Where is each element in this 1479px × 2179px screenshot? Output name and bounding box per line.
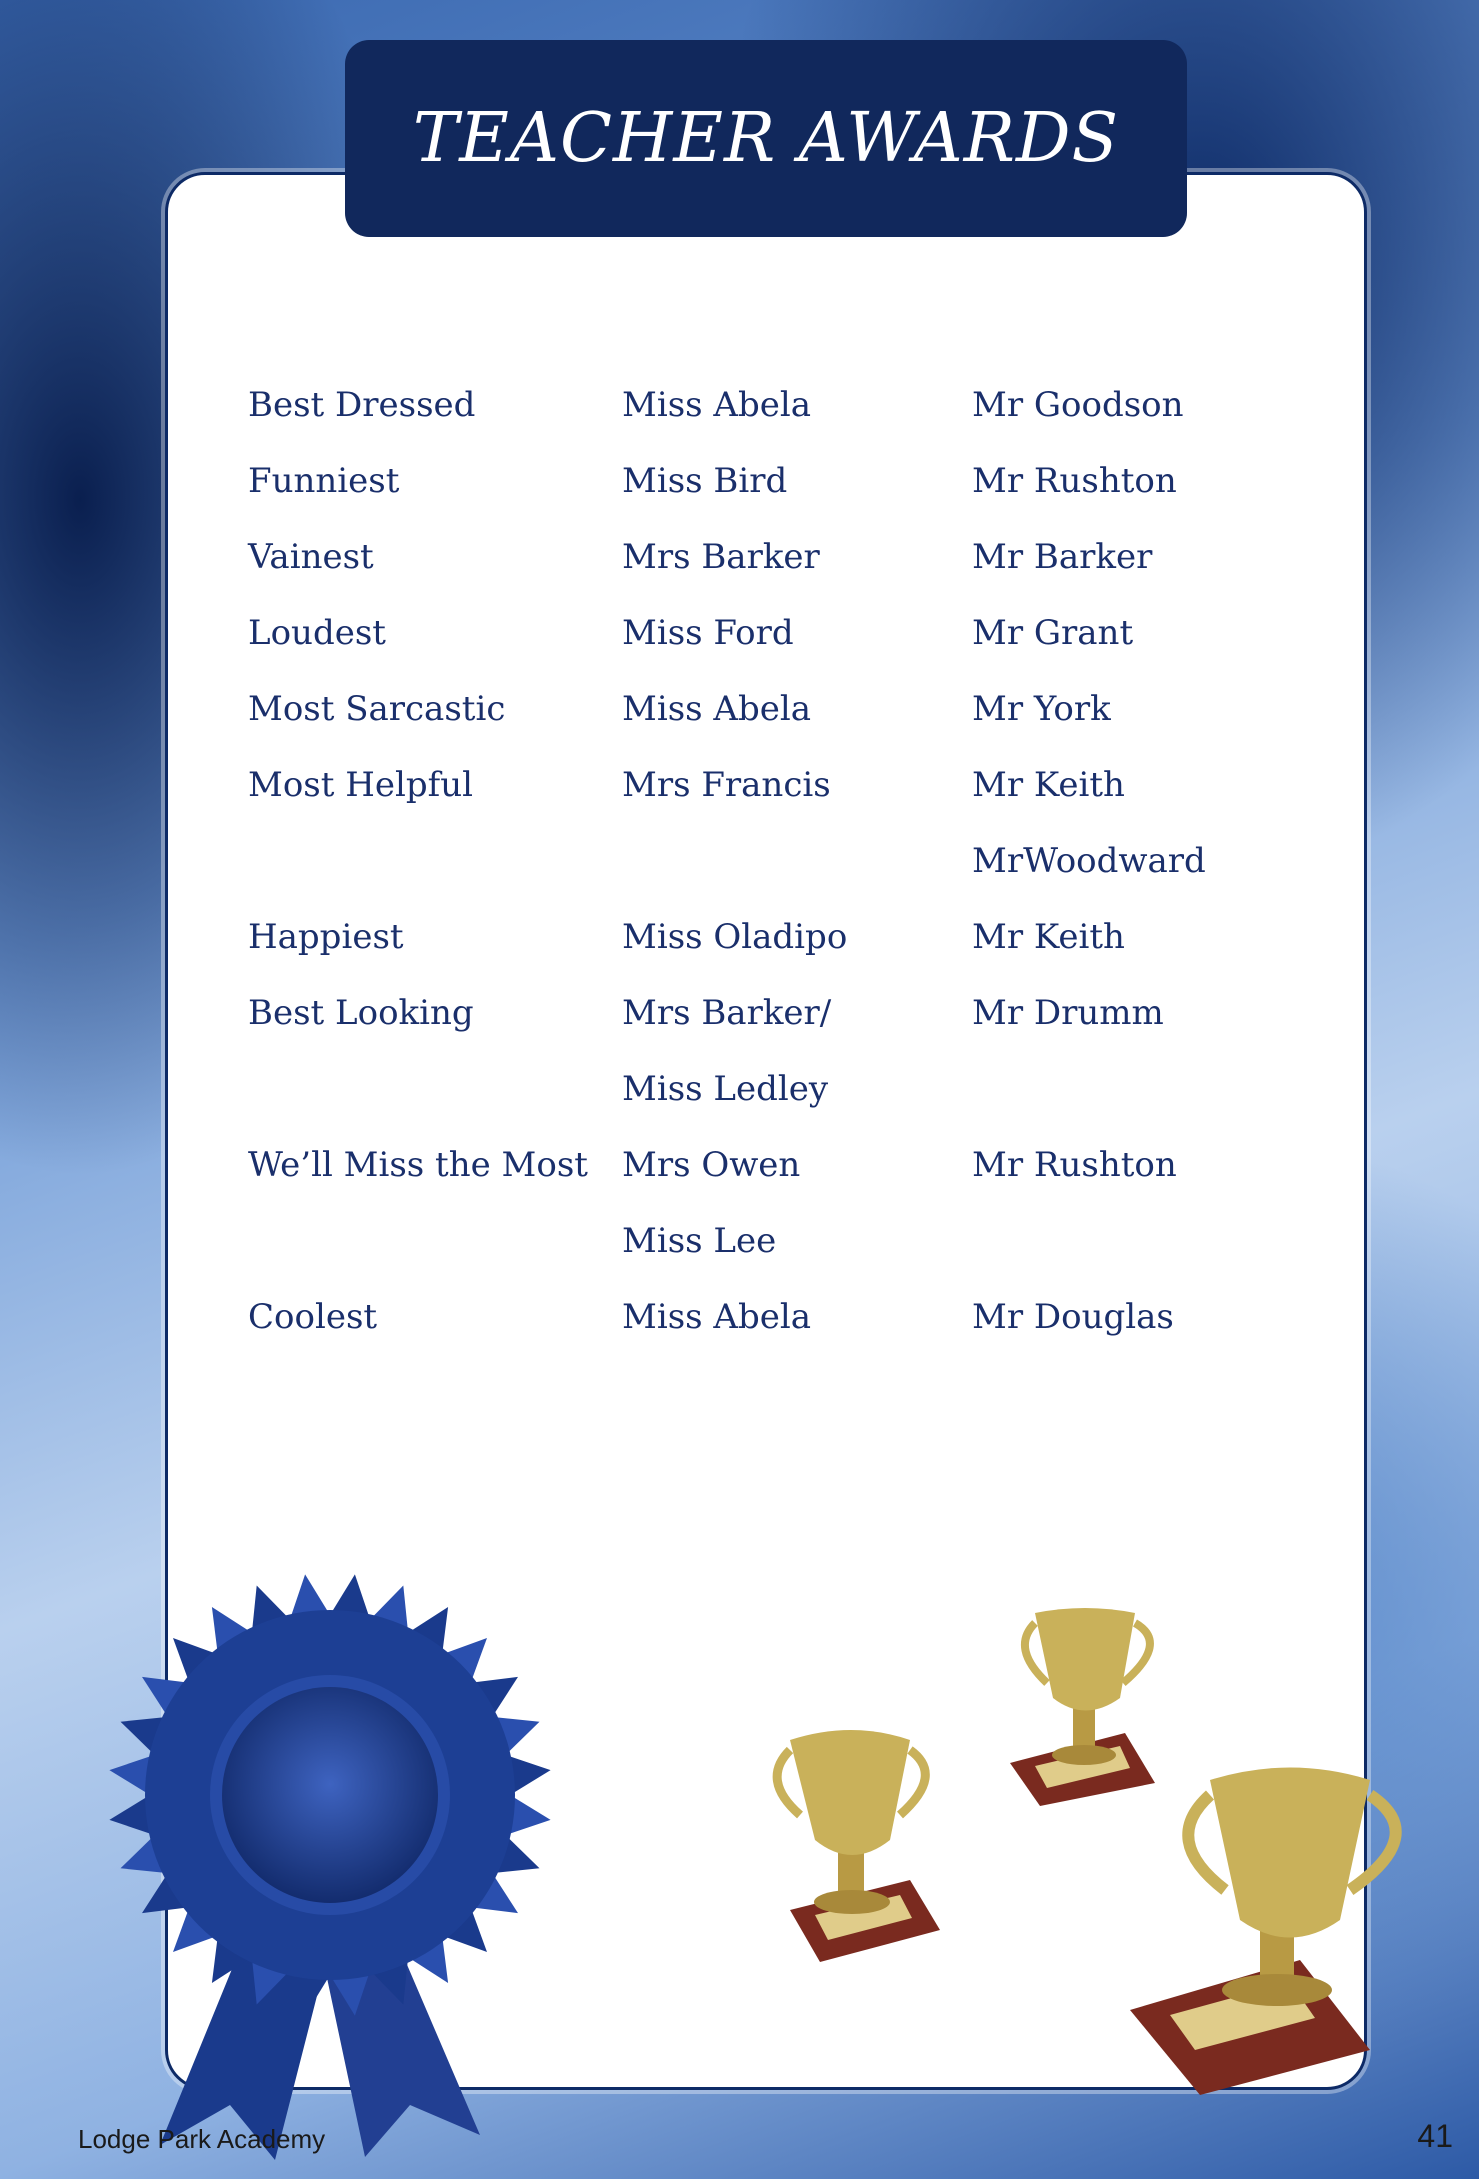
award-female-winner: Mrs Barker — [622, 537, 820, 577]
footer-school-name: Lodge Park Academy — [78, 2124, 326, 2154]
award-male-winner: Mr Douglas — [972, 1297, 1174, 1337]
award-category: Coolest — [248, 1297, 378, 1337]
award-category: Best Dressed — [248, 385, 476, 425]
award-female-winner: Mrs Francis — [622, 765, 831, 805]
award-category: We’ll Miss the Most — [248, 1145, 588, 1185]
trophy-icon — [760, 1700, 950, 1970]
award-female-winner: Mrs Owen — [622, 1145, 801, 1185]
award-category: Most Sarcastic — [248, 689, 506, 729]
award-female-winner: Miss Abela — [622, 385, 811, 425]
award-male-winner: Mr Rushton — [972, 1145, 1177, 1185]
award-category: Funniest — [248, 461, 400, 501]
award-male-winner: Mr Grant — [972, 613, 1134, 653]
award-female-winner: Miss Ford — [622, 613, 794, 653]
award-category: Best Looking — [248, 993, 474, 1033]
award-male-winner: Mr Rushton — [972, 461, 1177, 501]
title-banner — [345, 40, 1187, 237]
award-male-winner: Mr Keith — [972, 765, 1125, 805]
award-category: Vainest — [248, 537, 374, 577]
award-male-winner: Mr Barker — [972, 537, 1153, 577]
award-category: Loudest — [248, 613, 386, 653]
award-female-winner: Miss Lee — [622, 1221, 777, 1261]
award-male-winner: Mr Keith — [972, 917, 1125, 957]
award-category: Happiest — [248, 917, 404, 957]
award-male-winner: Mr York — [972, 689, 1111, 729]
rosette-icon — [100, 1545, 560, 2165]
award-female-winner: Miss Abela — [622, 689, 811, 729]
page-number: 41 — [1417, 2118, 1453, 2154]
award-female-winner: Miss Bird — [622, 461, 788, 501]
award-female-winner: Miss Oladipo — [622, 917, 848, 957]
award-category: Most Helpful — [248, 765, 473, 805]
page-title: TEACHER AWARDS — [412, 99, 1120, 178]
award-female-winner: Miss Ledley — [622, 1069, 829, 1109]
award-female-winner: Mrs Barker/ — [622, 993, 832, 1033]
award-female-winner: Miss Abela — [622, 1297, 811, 1337]
award-male-winner: Mr Drumm — [972, 993, 1164, 1033]
trophy-icon — [1120, 1750, 1460, 2100]
award-male-winner: MrWoodward — [972, 841, 1206, 881]
award-male-winner: Mr Goodson — [972, 385, 1184, 425]
